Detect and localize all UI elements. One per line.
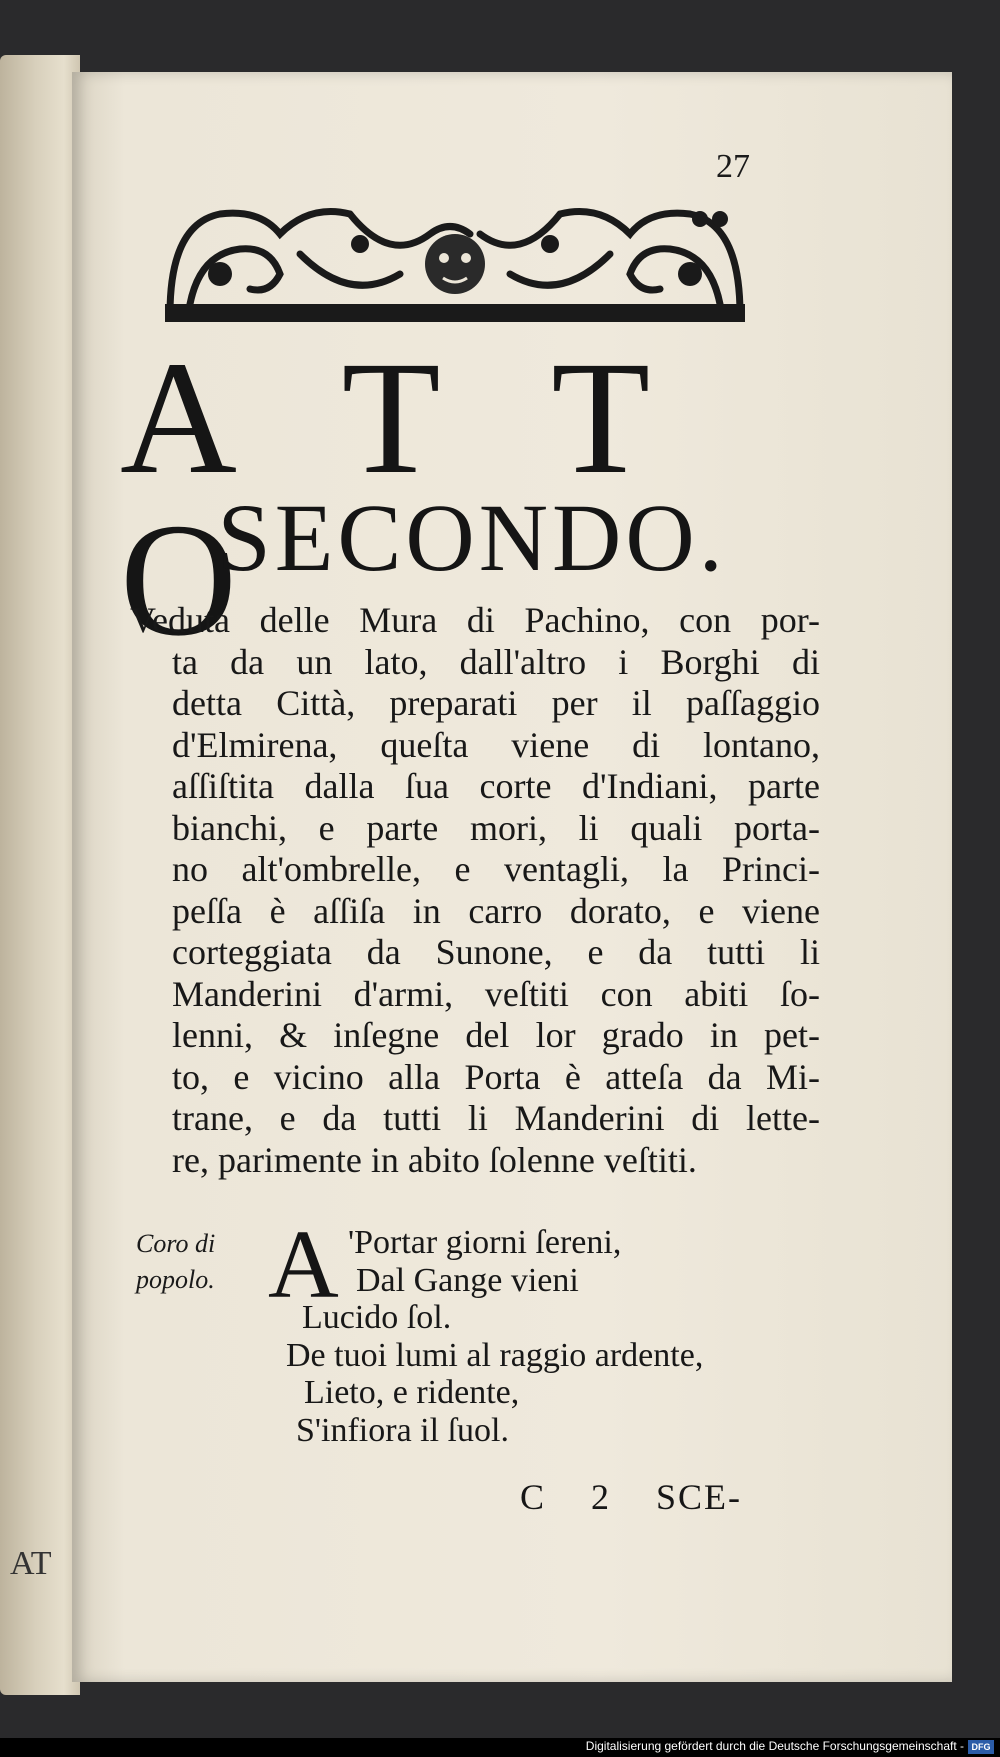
description-line: lenni, & inſegne del lor grado in pet- (172, 1015, 820, 1055)
verse-line: De tuoi lumi al raggio ardente, (286, 1336, 704, 1374)
act-heading-text: A T T O (120, 329, 686, 670)
description-line: re, parimente in abito ſolenne veſtiti. (172, 1139, 697, 1180)
speaker-label-line: popolo. (136, 1265, 215, 1294)
verse-line: 'Portar giorni ſereni, (348, 1224, 622, 1261)
description-line: no alt'ombrelle, e ventagli, la Princi- (172, 849, 820, 889)
act-subheading: SECONDO. (217, 484, 727, 591)
page-number: 27 (716, 148, 750, 185)
description-line: ta da un lato, dall'altro i Borghi di (172, 641, 820, 682)
description-line: trane, e da tutti li Manderini di lette- (172, 1098, 820, 1138)
footer-credit-text: Digitalisierung gefördert durch die Deutsche Forschungsgemeinschaft - (585, 1739, 964, 1753)
facing-page-edge-text: AT (10, 1545, 52, 1582)
description-line: d'Elmirena, queſta viene di lontano, (172, 724, 820, 765)
catchword-signature: C 2 SCE- (520, 1477, 743, 1517)
description-line: corteggiata da Sunone, e da tutti li (172, 932, 820, 972)
description-line: to, e vicino alla Porta è atteſa da Mi- (172, 1056, 820, 1097)
verse-line: Lucido ſol. (302, 1299, 452, 1336)
facing-page-edge (0, 55, 80, 1695)
description-line: Manderini d'armi, veſtiti con abiti ſo- (172, 973, 820, 1014)
verse-line: Dal Gange vieni (356, 1261, 579, 1299)
description-line: bianchi, e parte mori, li quali porta- (172, 807, 820, 848)
speaker-label-line: Coro di (136, 1229, 216, 1258)
drop-capital: A (268, 1211, 339, 1319)
chorus-verse (280, 1224, 800, 1449)
verse-line: Lieto, e ridente, (304, 1374, 520, 1411)
verse-line: S'infiora il ſuol. (296, 1411, 509, 1449)
description-line: aſſiſtita dalla ſua corte d'Indiani, parte (172, 766, 820, 806)
speaker-label (136, 1226, 256, 1298)
description-line: Veduta delle Mura di Pachino, con por- (130, 600, 820, 640)
headpiece-ornament (160, 194, 750, 329)
dfg-logo: DFG (968, 1740, 994, 1754)
description-line: peſſa è aſſiſa in carro dorato, e viene (172, 890, 820, 931)
scene-description (130, 600, 820, 1181)
description-line: detta Città, preparati per il paſſaggio (172, 683, 820, 723)
